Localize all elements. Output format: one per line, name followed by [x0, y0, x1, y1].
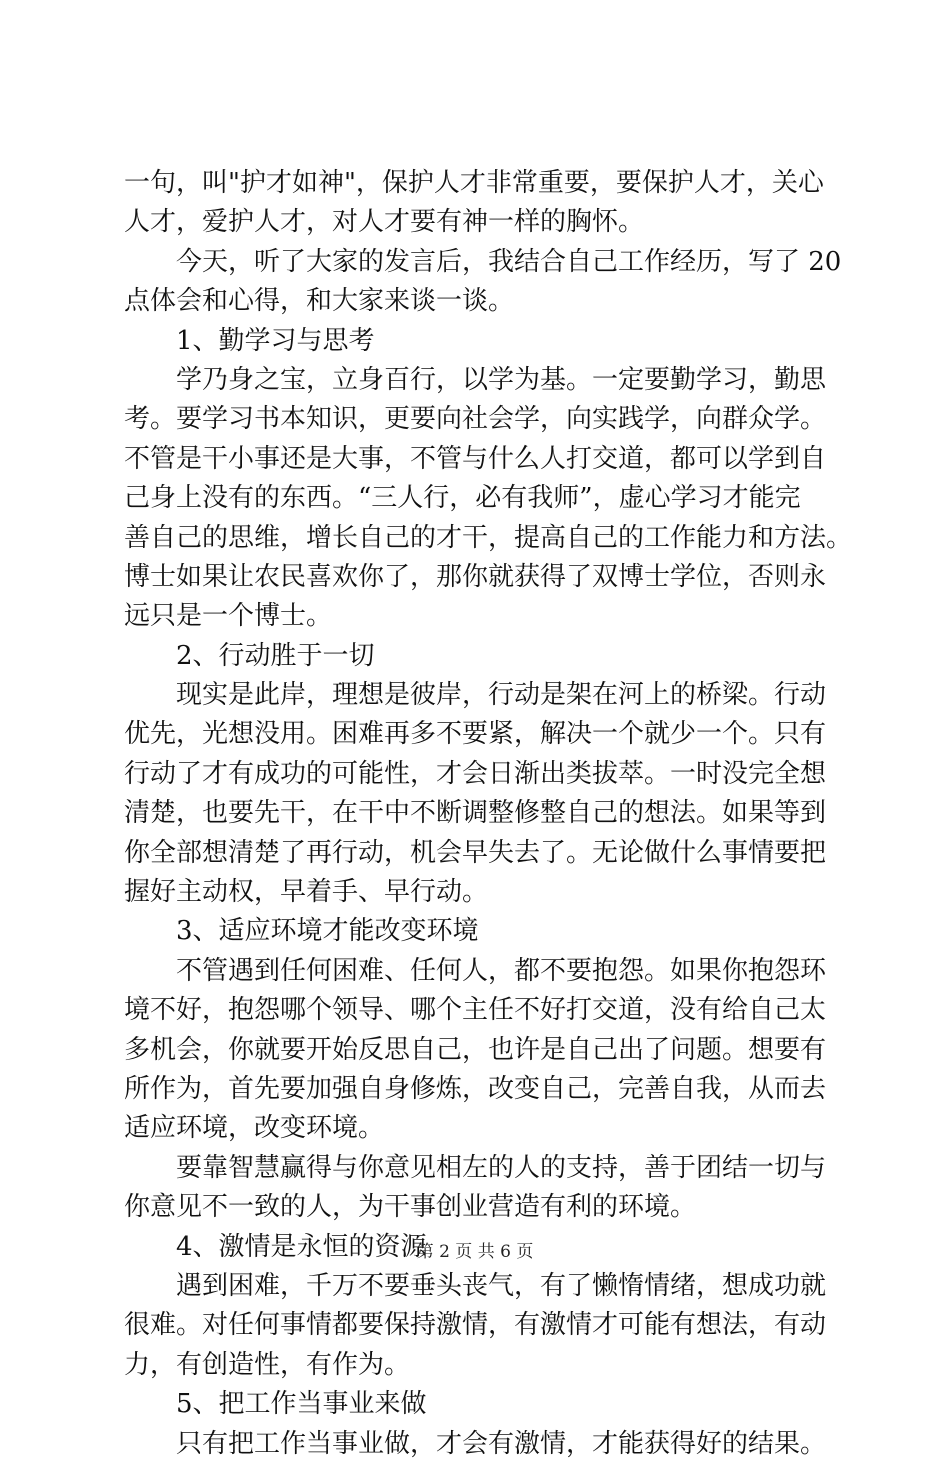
text-line: 今天，听了大家的发言后，我结合自己工作经历，写了 20: [124, 246, 842, 277]
text-line: 人才，爱护人才，对人才要有神一样的胸怀。: [124, 207, 645, 238]
text-line: 遇到困难，千万不要垂头丧气，有了懒惰情绪，想成功就: [124, 1270, 827, 1301]
text-line: 要靠智慧赢得与你意见相左的人的支持，善于团结一切与: [124, 1152, 827, 1183]
text-line: 点体会和心得，和大家来谈一谈。: [124, 286, 515, 317]
text-line: 你全部想清楚了再行动，机会早失去了。无论做什么事情要把: [124, 837, 827, 868]
text-line: 境不好，抱怨哪个领导、哪个主任不好打交道，没有给自己太: [124, 995, 827, 1026]
text-line: 行动了才有成功的可能性，才会日渐出类拔萃。一时没完全想: [124, 758, 827, 789]
section-heading-2: 2、行动胜于一切: [124, 640, 375, 671]
section-heading-3: 3、适应环境才能改变环境: [124, 916, 479, 947]
section-heading-4: 4、激情是永恒的资源: [124, 1231, 427, 1262]
text-line: 考。要学习书本知识，更要向社会学，向实践学，向群众学。: [124, 404, 827, 435]
text-line: 不管是干小事还是大事，不管与什么人打交道，都可以学到自: [124, 443, 827, 474]
page-number-footer: 第 2 页 共 6 页: [416, 1242, 534, 1262]
text-line: 很难。对任何事情都要保持激情，有激情才可能有想法，有动: [124, 1310, 827, 1341]
text-line: 远只是一个博士。: [124, 601, 333, 632]
text-line: 力，有创造性，有作为。: [124, 1349, 411, 1380]
text-line: 优先，光想没用。困难再多不要紧，解决一个就少一个。只有: [124, 719, 827, 750]
text-line: 不管遇到任何困难、任何人，都不要抱怨。如果你抱怨环: [124, 955, 827, 986]
body-text: [124, 164, 853, 1464]
section-heading-1: 1、勤学习与思考: [124, 325, 375, 356]
text-line: 适应环境，改变环境。: [124, 1113, 385, 1144]
text-line: 学乃身之宝，立身百行，以学为基。一定要勤学习，勤思: [124, 364, 827, 395]
text-line: 多机会，你就要开始反思自己，也许是自己出了问题。想要有: [124, 1034, 827, 1065]
text-line: 善自己的思维，增长自己的才干，提高自己的工作能力和方法。: [124, 522, 853, 553]
text-line: 你意见不一致的人，为干事创业营造有利的环境。: [124, 1192, 697, 1223]
text-line: 现实是此岸，理想是彼岸，行动是架在河上的桥梁。行动: [124, 680, 827, 711]
section-heading-5: 5、把工作当事业来做: [124, 1389, 427, 1420]
text-line: 清楚，也要先干，在干中不断调整修整自己的想法。如果等到: [124, 798, 827, 829]
text-line: 博士如果让农民喜欢你了，那你就获得了双博士学位，否则永: [124, 561, 827, 592]
text-line: 所作为，首先要加强自身修炼，改变自己，完善自我，从而去: [124, 1073, 827, 1104]
text-line: 一句，叫"护才如神"，保护人才非常重要，要保护人才，关心: [124, 168, 824, 198]
text-line: 己身上没有的东西。“三人行，必有我师”，虚心学习才能完: [124, 483, 801, 514]
text-line: 只有把工作当事业做，才会有激情，才能获得好的结果。: [124, 1428, 827, 1459]
text-line: 握好主动权，早着手、早行动。: [124, 877, 489, 908]
